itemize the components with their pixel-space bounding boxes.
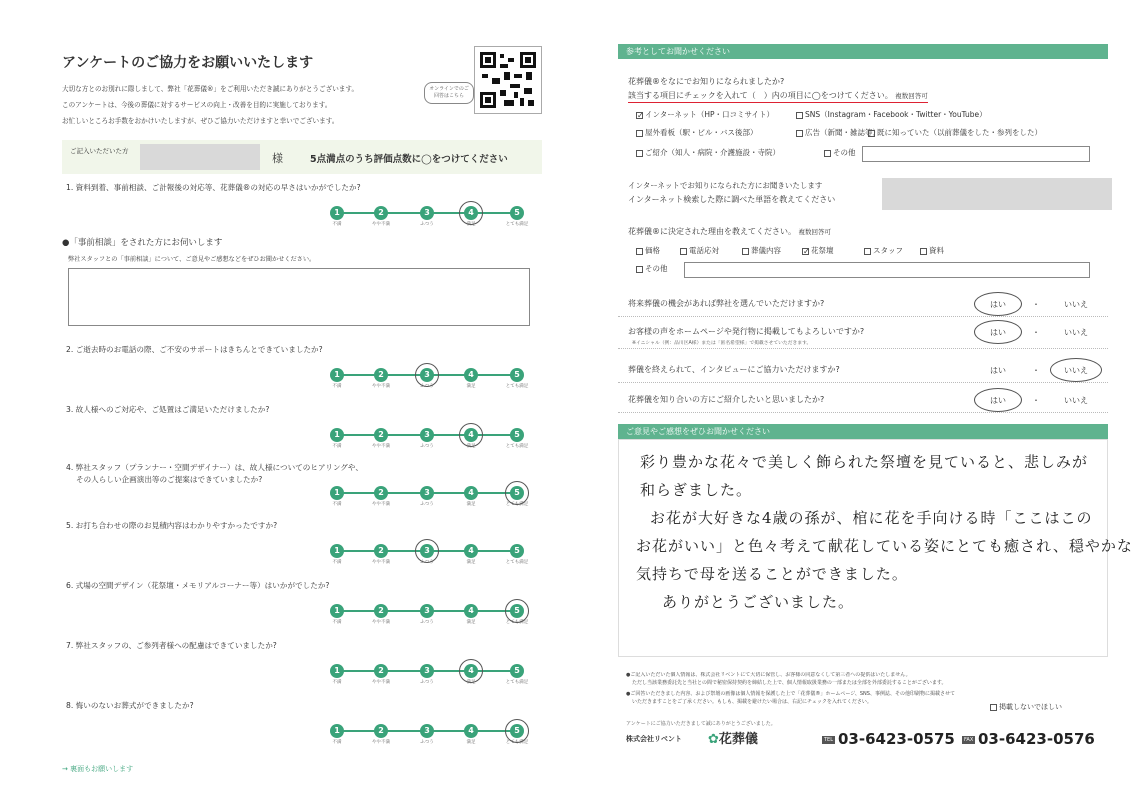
scale-label: 満足 — [466, 502, 476, 507]
question-1-selected-circle — [459, 201, 483, 225]
question-8-text: 8. 悔いのないお葬式ができましたか? — [66, 701, 194, 710]
survey-title: アンケートのご協力をお願いいたします — [62, 55, 314, 71]
privacy-line-2b: いただきますことをご了承ください。もしも、掲載を避けたい場合は、右記にチェックを入れてください。 — [632, 698, 872, 705]
question-5-score-4[interactable]: 4 — [464, 544, 478, 558]
scale-label: とても満足 — [505, 384, 529, 389]
online-label: オンラインでのご回答はこちら — [424, 82, 474, 104]
row-divider — [618, 348, 1108, 349]
how-option-label: インターネット（HP・口コミサイト） — [645, 110, 774, 119]
how-option-7[interactable] — [824, 148, 856, 158]
checkbox-icon[interactable] — [824, 150, 831, 157]
no-option[interactable]: いいえ — [1064, 328, 1088, 337]
tel-tag: TEL — [824, 737, 833, 743]
question-7-text: 7. 弊社スタッフの、ご参列者様への配慮はできていましたか? — [66, 641, 277, 650]
how-option-label: ご紹介（知人・病院・介護施設・寺院） — [645, 148, 780, 157]
question-7-score-1[interactable]: 1 — [330, 664, 344, 678]
reason-option-4[interactable] — [802, 246, 834, 256]
how-question: 花葬儀®をなにでお知りになられましたか? — [628, 77, 785, 86]
question-3-score-3[interactable]: 3 — [420, 428, 434, 442]
fax-number[interactable]: 03-6423-0576 — [978, 730, 1095, 748]
question-7-score-5[interactable]: 5 — [510, 664, 524, 678]
reason-option-label: 価格 — [645, 246, 660, 255]
how-multi-note: 複数回答可 — [895, 92, 928, 100]
reason-option-label: 葬儀内容 — [751, 246, 781, 255]
how-option-label: SNS（Instagram・Facebook・Twitter・YouTube） — [805, 110, 987, 119]
question-5-selected-circle — [415, 539, 439, 563]
scale-label: ふつう — [420, 620, 434, 625]
scale-label: 不満 — [332, 222, 342, 227]
no-option[interactable]: いいえ — [1064, 300, 1088, 309]
question-4-text: 4. 弊社スタッフ（プランナー・空間デザイナー）は、故人様についてのヒアリングや、 — [66, 463, 363, 472]
scale-label: やや不満 — [372, 384, 390, 389]
question-2-score-2[interactable]: 2 — [374, 368, 388, 382]
qr-code-icon[interactable] — [474, 46, 542, 114]
reason-option-7[interactable] — [636, 264, 668, 274]
how-option-label: 既に知っていた（以前葬儀をした・参列をした） — [877, 128, 1042, 137]
handwriting-line-4: お花がいい」と色々考えて献花している姿にとても癒され、穏やかな — [636, 537, 1133, 555]
scale-label: 満足 — [466, 560, 476, 565]
separator-dot: ・ — [1032, 396, 1040, 405]
see-reverse-note: → 裏面もお願いします — [62, 765, 134, 773]
reason-multi-note: 複数回答可 — [798, 228, 832, 236]
question-6-text: 6. 式場の空間デザイン（花祭壇・メモリアルコーナー等）はいかがでしたか? — [66, 581, 330, 590]
yes-option[interactable]: はい — [990, 328, 1006, 337]
scale-label: やや不満 — [372, 502, 390, 507]
checkbox-icon[interactable] — [636, 150, 643, 157]
question-1-score-3[interactable]: 3 — [420, 206, 434, 220]
no-option[interactable]: いいえ — [1064, 396, 1088, 405]
scale-label: 不満 — [332, 384, 342, 389]
question-3-score-4[interactable]: 4 — [464, 428, 478, 442]
scale-label: ふつう — [420, 222, 434, 227]
row-divider — [618, 382, 1108, 383]
scale-label: 満足 — [466, 680, 476, 685]
how-option-label: その他 — [833, 148, 856, 157]
scale-label: 満足 — [466, 222, 476, 227]
scale-label: やや不満 — [372, 222, 390, 227]
yes-option[interactable]: はい — [990, 396, 1006, 405]
question-6-score-4[interactable]: 4 — [464, 604, 478, 618]
question-5-score-3[interactable]: 3 — [420, 544, 434, 558]
intro-line-1: 大切な方とのお別れに際しまして、弊社「花葬儀®」をご利用いただき誠にありがとうございます。 — [62, 85, 359, 93]
redacted-name — [140, 144, 260, 170]
question-5-score-2[interactable]: 2 — [374, 544, 388, 558]
answer-circle — [1050, 358, 1102, 382]
reason-option-label: 電話応対 — [689, 246, 719, 255]
question-6-score-1[interactable]: 1 — [330, 604, 344, 618]
consult-subtext: 弊社スタッフとの「事前相談」について、ご意見やご感想などをぜひお聞かせください。 — [68, 256, 316, 263]
how-option-label: 広告（新聞・雑誌等） — [805, 128, 880, 137]
checkbox-icon[interactable] — [680, 248, 687, 255]
answer-circle — [974, 292, 1022, 316]
how-other-input[interactable] — [862, 146, 1090, 162]
checkbox-icon[interactable] — [636, 130, 643, 137]
scale-label: ふつう — [420, 502, 434, 507]
question-3-score-1[interactable]: 1 — [330, 428, 344, 442]
scale-label: 満足 — [466, 620, 476, 625]
question-4-score-4[interactable]: 4 — [464, 486, 478, 500]
checkbox-icon[interactable] — [796, 112, 803, 119]
question-2-score-4[interactable]: 4 — [464, 368, 478, 382]
row-divider — [618, 412, 1108, 413]
consult-comment-box[interactable] — [68, 268, 530, 326]
tel-number[interactable]: 03-6423-0575 — [838, 730, 955, 748]
reason-option-5[interactable] — [864, 246, 903, 256]
question-4-score-2[interactable]: 2 — [374, 486, 388, 500]
separator-dot: ・ — [1032, 366, 1040, 375]
question-5-score-1[interactable]: 1 — [330, 544, 344, 558]
handwriting-line-5: 気持ちで母を送ることができました。 — [636, 565, 908, 583]
reason-option-label: 花祭壇 — [811, 246, 834, 255]
question-2-score-3[interactable]: 3 — [420, 368, 434, 382]
reason-option-label: スタッフ — [873, 246, 903, 255]
handwriting-line-3: お花が大好きな4歳の孫が、棺に花を手向ける時「ここはこの — [650, 509, 1093, 527]
question-2-selected-circle — [415, 363, 439, 387]
no-publish-checkbox[interactable] — [990, 704, 997, 711]
how-option-2[interactable] — [796, 110, 987, 120]
checkbox-icon[interactable] — [868, 130, 875, 137]
scale-label: 満足 — [466, 740, 476, 745]
reason-option-1[interactable] — [636, 246, 660, 256]
scale-label: とても満足 — [505, 502, 529, 507]
question-6-selected-circle — [505, 599, 529, 623]
question-1-score-5[interactable]: 5 — [510, 206, 524, 220]
question-3-score-5[interactable]: 5 — [510, 428, 524, 442]
privacy-line-1: ●ご記入いただいた個人情報は、株式会社リベントにて大切に保管し、お客様の同意なくして第三者への提供はいたしません。 — [626, 672, 911, 678]
scale-label: とても満足 — [505, 560, 529, 565]
question-8-score-2[interactable]: 2 — [374, 724, 388, 738]
question-8-score-3[interactable]: 3 — [420, 724, 434, 738]
handwriting-line-1: 彩り豊かな花々で美しく飾られた祭壇を見ていると、悲しみが — [640, 453, 1089, 471]
how-instruction — [628, 90, 928, 103]
checkbox-icon[interactable] — [796, 130, 803, 137]
scale-label: 満足 — [466, 384, 476, 389]
redacted-search-words — [882, 178, 1112, 210]
privacy-line-1b: ただし当該業務委託先と当社との間で秘密保持契約を締結した上で、個人情報取扱業務の一部または全部を外部委託することがございます。 — [632, 679, 947, 686]
no-publish-label: 掲載しないでほしい — [999, 703, 1062, 711]
scale-label: とても満足 — [505, 680, 529, 685]
question-4-score-3[interactable]: 3 — [420, 486, 434, 500]
answer-circle — [974, 320, 1022, 344]
question-6-score-3[interactable]: 3 — [420, 604, 434, 618]
no-publish-option[interactable] — [990, 702, 1062, 712]
reason-option-2[interactable] — [680, 246, 719, 256]
question-4-text-2: その人らしい企画演出等のご提案はできていましたか? — [76, 475, 263, 484]
yn-question-note: ※イニシャル（例：品川区A様）または「匿名希望様」で掲載させていただきます。 — [632, 341, 812, 346]
scale-label: やや不満 — [372, 740, 390, 745]
leaf-icon: ✿ — [708, 732, 719, 747]
how-option-3[interactable] — [636, 128, 758, 138]
checked-checkbox-icon[interactable]: ✓ — [637, 110, 644, 120]
question-8-selected-circle — [505, 719, 529, 743]
sama-label: 様 — [272, 152, 283, 165]
yn-question-4: 花葬儀を知り合いの方にご紹介したいと思いましたか? — [628, 395, 825, 404]
question-4-score-1[interactable]: 1 — [330, 486, 344, 500]
company-name: 株式会社リベント — [626, 735, 682, 743]
scale-label: 不満 — [332, 560, 342, 565]
scale-label: やや不満 — [372, 620, 390, 625]
reference-header: 参考としてお聞かせください — [618, 44, 1108, 59]
scoring-instruction: 5点満点のうち評価点数に◯をつけてください — [310, 154, 508, 165]
scale-label: ふつう — [420, 444, 434, 449]
scale-label: ふつう — [420, 740, 434, 745]
question-6-score-2[interactable]: 2 — [374, 604, 388, 618]
question-2-text: 2. ご逝去時のお電話の際、ご不安のサポートはきちんとできていましたか? — [66, 345, 323, 354]
checkbox-icon[interactable] — [742, 248, 749, 255]
checkbox-icon[interactable] — [636, 248, 643, 255]
privacy-line-2: ●ご回答いただきました内容、および祭壇の画像は個人情報を保護した上で「花葬儀®」ホームページ、SNS、事例誌、その他印刷物に掲載させて — [626, 691, 955, 697]
scale-label: とても満足 — [505, 222, 529, 227]
row-divider — [618, 316, 1108, 317]
scale-label: とても満足 — [505, 444, 529, 449]
question-2-score-1[interactable]: 1 — [330, 368, 344, 382]
scale-label: 不満 — [332, 620, 342, 625]
question-6-score-5[interactable]: 5 — [510, 604, 524, 618]
scale-label: ふつう — [420, 560, 434, 565]
question-3-score-2[interactable]: 2 — [374, 428, 388, 442]
how-option-1[interactable] — [636, 110, 774, 120]
opinion-header: ご意見やご感想をぜひお聞かせください — [618, 424, 1108, 439]
question-7-score-3[interactable]: 3 — [420, 664, 434, 678]
how-option-5[interactable] — [868, 128, 1042, 138]
question-7-score-4[interactable]: 4 — [464, 664, 478, 678]
scale-label: 不満 — [332, 444, 342, 449]
question-1-score-1[interactable]: 1 — [330, 206, 344, 220]
question-4-selected-circle — [505, 481, 529, 505]
scale-label: ふつう — [420, 384, 434, 389]
question-1-text: 1. 資料到着、事前相談、ご計報後の対応等、花葬儀®の対応の早さはいかがでしたか? — [66, 183, 361, 192]
how-option-label: 屋外看板（駅・ビル・バス後部） — [645, 128, 758, 137]
name-label: ご記入いただいた方 — [70, 147, 129, 155]
question-3-text: 3. 故人様へのご対応や、ご処置はご満足いただけましたか? — [66, 405, 270, 414]
question-1-score-4[interactable]: 4 — [464, 206, 478, 220]
intro-line-3: お忙しいところお手数をおかけいたしますが、ぜひご協力いただけますと幸いでございます。 — [62, 117, 339, 125]
internet-question-2: インターネット検索した際に調べた単語を教えてください — [628, 195, 836, 204]
question-5-text: 5. お打ち合わせの際のお見積内容はわかりやすかったですか? — [66, 521, 278, 530]
reason-question — [628, 226, 831, 238]
question-8-score-1[interactable]: 1 — [330, 724, 344, 738]
checkbox-icon[interactable] — [636, 266, 643, 273]
scale-label: とても満足 — [505, 740, 529, 745]
survey-back-page — [574, 0, 1148, 800]
checkbox-icon[interactable] — [920, 248, 927, 255]
brand-logo — [708, 728, 758, 747]
reason-option-6[interactable] — [920, 246, 944, 256]
reason-option-label: その他 — [645, 264, 668, 273]
reason-option-3[interactable] — [742, 246, 781, 256]
question-3-selected-circle — [459, 423, 483, 447]
checked-checkbox-icon[interactable]: ✓ — [803, 246, 810, 256]
yn-question-3: 葬儀を終えられて、インタビューにご協力いただけますか? — [628, 365, 840, 374]
how-instruction-text: 該当する項目にチェックを入れて（ ）内の項目に◯をつけてください。 — [628, 91, 893, 100]
scale-label: とても満足 — [505, 620, 529, 625]
thanks-note: アンケートにご協力いただきまして誠にありがとうございました。 — [626, 721, 776, 727]
handwriting-line-2: 和らぎました。 — [640, 481, 753, 499]
question-4-score-5[interactable]: 5 — [510, 486, 524, 500]
how-option-6[interactable] — [636, 148, 780, 158]
reason-other-input[interactable] — [684, 262, 1090, 278]
internet-question-1: インターネットでお知りになられた方にお聞きいたします — [628, 181, 823, 190]
question-7-selected-circle — [459, 659, 483, 683]
checkbox-icon[interactable] — [864, 248, 871, 255]
intro-line-2: このアンケートは、今後の葬儀に対するサービスの向上・改善を目的に実施しております。 — [62, 101, 332, 109]
handwriting-line-6: ありがとうございました。 — [662, 593, 855, 611]
privacy-notice — [626, 672, 1102, 706]
scale-label: 不満 — [332, 740, 342, 745]
scale-label: やや不満 — [372, 560, 390, 565]
brand-name: 花葬儀 — [718, 732, 758, 747]
yn-question-2: お客様の声をホームページや発行物に掲載してもよろしいですか? — [628, 327, 865, 336]
yes-option[interactable]: はい — [990, 300, 1006, 309]
separator-dot: ・ — [1032, 300, 1040, 309]
yn-question-1: 将来葬儀の機会があれば弊社を選んでいただけますか? — [628, 299, 825, 308]
question-8-score-4[interactable]: 4 — [464, 724, 478, 738]
answer-circle — [974, 388, 1022, 412]
scale-label: 不満 — [332, 502, 342, 507]
scale-label: やや不満 — [372, 680, 390, 685]
consult-heading: ●「事前相談」をされた方にお伺いします — [62, 238, 223, 248]
scale-label: やや不満 — [372, 444, 390, 449]
question-2-score-5[interactable]: 5 — [510, 368, 524, 382]
question-1-score-2[interactable]: 2 — [374, 206, 388, 220]
scale-label: 満足 — [466, 444, 476, 449]
question-5-score-5[interactable]: 5 — [510, 544, 524, 558]
reason-question-text: 花葬儀®に決定された理由を教えてください。 — [628, 227, 796, 236]
reason-option-label: 資料 — [929, 246, 944, 255]
separator-dot: ・ — [1032, 328, 1040, 337]
question-8-score-5[interactable]: 5 — [510, 724, 524, 738]
scale-label: 不満 — [332, 680, 342, 685]
question-7-score-2[interactable]: 2 — [374, 664, 388, 678]
no-option[interactable]: いいえ — [1064, 366, 1088, 375]
scale-label: ふつう — [420, 680, 434, 685]
fax-tag: FAX — [964, 737, 974, 743]
yes-option[interactable]: はい — [990, 366, 1006, 375]
